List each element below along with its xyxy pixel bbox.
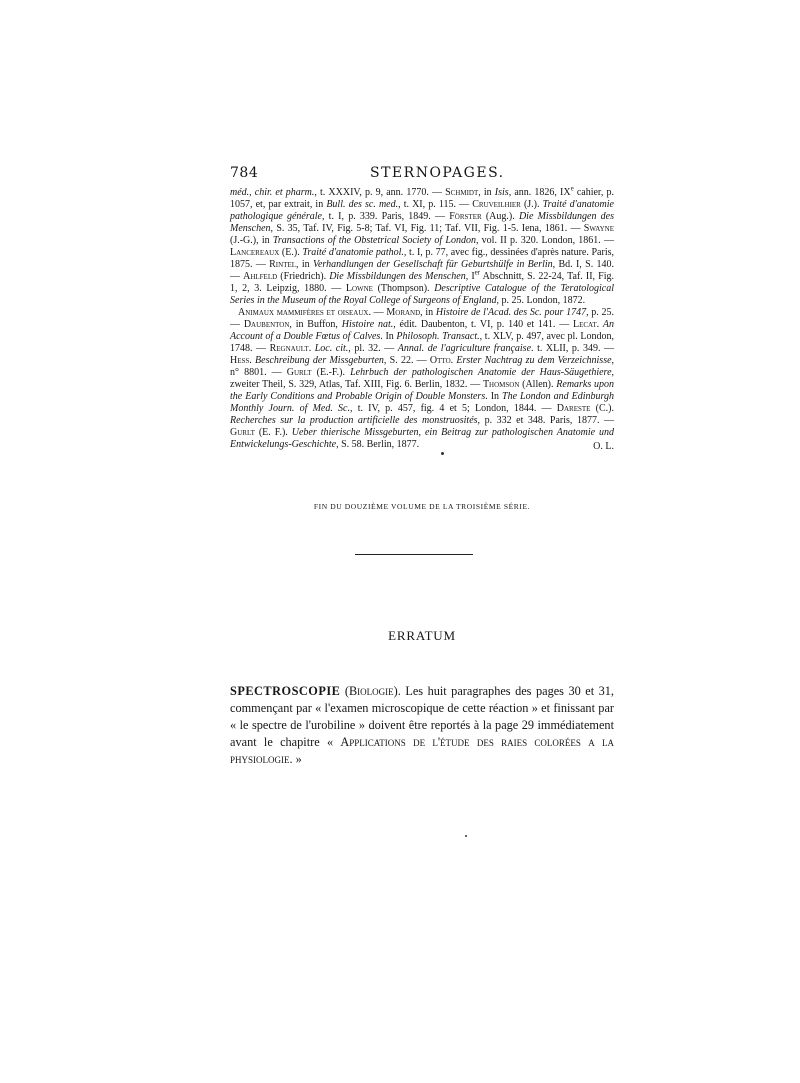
text-run: Erster Nachtrag zu dem Verzeichnisse — [456, 355, 612, 366]
text-run: e — [570, 184, 574, 193]
text-run: Recherches sur la production artificielle des monstruosités — [230, 415, 478, 426]
text-run: , t. I, p. 77, avec fig., dessinées d'après nature. Paris, 1875. — — [230, 247, 614, 270]
text-run: Annal. de l'agriculture française — [397, 343, 532, 354]
text-run: Beschreibung der Missgeburten — [255, 355, 384, 366]
text-run: . Les huit paragraphes des pages 30 et 31, commençant par « l'examen microscopique de cette réaction » et finissant par « le spectre de l'urobiline » doivent être reportés à la page 29 immédiatement avant le chapitre « — [230, 684, 614, 749]
text-run: Dareste — [556, 403, 591, 414]
text-run: , ann. 1826, IX — [508, 187, 571, 198]
text-run: (C.). — [590, 403, 614, 414]
text-run: Histoire de l'Acad. des Sc. pour 1747 — [435, 307, 587, 318]
text-run: (E.-F.). — [311, 367, 351, 378]
ink-speck — [465, 835, 467, 837]
text-run: , p. 332 et 348. Paris, 1877. — — [477, 415, 614, 426]
text-run: An Account of a Double Fœtus of Calves — [230, 319, 615, 342]
text-run: Animaux mammifères et oiseaux — [238, 307, 369, 318]
erratum-title: ERRATUM — [388, 628, 456, 643]
text-run: (Thompson). — [372, 283, 435, 294]
author-signature: O. L. — [593, 441, 614, 452]
text-run: , in Buffon, — [289, 319, 342, 330]
text-run: SPECTROSCOPIE — [230, 684, 341, 698]
text-run: Otto — [429, 355, 451, 366]
text-run: Isis — [494, 187, 509, 198]
text-run: Cruveilhier — [472, 199, 521, 210]
text-run: , I — [465, 271, 475, 282]
text-run: (E.). — [279, 247, 303, 258]
text-run: Lehrbuch der pathologischen Anatomie der Haus-Säugethiere — [350, 367, 612, 378]
bibliography-paragraph-animals — [230, 307, 614, 451]
text-run: Histoire nat. — [341, 319, 394, 330]
text-run: Lancereaux — [230, 247, 280, 258]
text-run: Descriptive Catalogue of the Teratological Series in the Museum of the Royal College of Surgeons of England — [230, 283, 615, 306]
text-run: , in — [420, 307, 436, 318]
text-run: , S. 22. — — [383, 355, 430, 366]
text-run: Transactions of the Obstetrical Society of London — [272, 235, 476, 246]
text-run: Remarks upon the Early Conditions and Probable Origin of Double Monsters — [230, 379, 614, 402]
text-run: , p. 25. — — [230, 307, 615, 330]
text-run: Verhandlungen der Gesellschaft für Geburtshülfe in Berlin — [312, 259, 553, 270]
volume-end-note: FIN DU DOUZIÈME VOLUME DE LA TROISIÈME SÉRIE. — [313, 502, 531, 511]
text-run: . — [249, 355, 256, 366]
text-run: . In — [485, 391, 503, 402]
text-run: Lecat — [573, 319, 597, 330]
text-run: Die Missbildungen des Menschen — [329, 271, 466, 282]
text-run: Ahlfeld — [243, 271, 278, 282]
text-run: , n° 8801. — — [230, 355, 615, 378]
text-run: méd., chir. et pharm. — [230, 187, 315, 198]
text-run: (Friedrich). — [277, 271, 330, 282]
text-run: Traité d'anatomie pathol. — [302, 247, 404, 258]
text-run: , t. XI, p. 115. — — [398, 199, 473, 210]
text-run: , édit. Daubenton, t. VI, p. 140 et 141. — — [393, 319, 573, 330]
text-run: Ueber thierische Missgeburten, ein Beitrag zur pathologischen Anatomie und Entwickelungs-Geschichte — [230, 427, 615, 450]
text-run: Loc. cit. — [314, 343, 349, 354]
text-run: Philosoph. Transact. — [396, 331, 480, 342]
text-run: Traité d'anatomie pathologique générale — [230, 199, 614, 222]
text-run: . — [596, 319, 603, 330]
text-run: , zweiter Theil, S. 329, Atlas, Taf. XIII, Fig. 6. Berlin, 1832. — — [230, 367, 615, 390]
page-header — [230, 165, 614, 183]
text-run: , vol. II p. 320. London, 1861. — — [475, 235, 614, 246]
text-run: , p. 25. London, 1872. — [496, 295, 586, 306]
text-run: Lowne — [345, 283, 373, 294]
text-run: . » — [289, 752, 302, 766]
text-run: (J.). — [520, 199, 543, 210]
text-run: Gurlt — [230, 427, 255, 438]
text-run: , t. XLV, p. 497, avec pl. London, 1748. — — [230, 331, 614, 354]
running-title: STERNOPAGES. — [370, 165, 505, 181]
text-run: Gurlt — [286, 367, 312, 378]
text-run: Daubenton — [243, 319, 290, 330]
erratum-paragraph — [230, 683, 614, 768]
text-run: (Aug.). — [481, 211, 519, 222]
text-run: er — [474, 268, 481, 277]
text-run: Hess — [230, 355, 250, 366]
text-run: , S. 58. Berlin, 1877. — [336, 439, 420, 450]
text-run: Rintel — [269, 259, 297, 270]
text-run: cahier, p. 1057, et, par extrait, in — [230, 187, 614, 210]
text-run: . — — [368, 307, 387, 318]
text-run: . — [450, 355, 457, 366]
text-run: , in — [478, 187, 495, 198]
text-run: , t. I, p. 339. Paris, 1849. — — [321, 211, 450, 222]
text-run: , Bd. I, S. 140. — — [230, 259, 615, 282]
bibliography-paragraph-humans — [230, 184, 615, 307]
bibliography-block — [230, 184, 615, 451]
text-run: , S. 35, Taf. IV, Fig. 5-8; Taf. VI, Fig. 11; Taf. VII, Fig. 1-5. Iena, 1861. — — [270, 223, 584, 234]
text-run: Bull. des sc. med. — [326, 199, 399, 210]
page-number: 784 — [230, 165, 259, 181]
text-run: (Allen). — [519, 379, 557, 390]
text-run: . t. XLII, p. 349. — — [531, 343, 615, 354]
text-run: (Biologie) — [340, 684, 398, 698]
text-run: Swayne — [583, 223, 614, 234]
text-run: Regnault — [269, 343, 309, 354]
text-run: Schmidt — [445, 187, 479, 198]
text-run: (J.-G.), in — [230, 235, 273, 246]
text-run: , t. IV, p. 457, fig. 4 et 5; London, 1844. — — [349, 403, 557, 414]
text-run: , t. XXXIV, p. 9, ann. 1770. — — [314, 187, 446, 198]
text-run: . In — [380, 331, 397, 342]
text-run: . — [308, 343, 315, 354]
text-run: , in — [296, 259, 313, 270]
text-run: Förster — [449, 211, 482, 222]
text-run: The London and Edinburgh Monthly Journ. of Med. Sc. — [230, 391, 614, 414]
text-run: , pl. 32. — — [348, 343, 398, 354]
text-run: Applications de l'étude des raies colorées a la physiologie — [230, 735, 614, 766]
text-run: Thomson — [482, 379, 520, 390]
text-run: Morand — [386, 307, 421, 318]
text-run: (E. F.). — [254, 427, 292, 438]
section-divider — [355, 554, 473, 555]
ink-speck — [441, 452, 444, 455]
text-run: Abschnitt, S. 22-24, Taf. II, Fig. 1, 2, 3. Leipzig, 1880. — — [230, 271, 614, 294]
text-run: Die Missbildungen des Menschen — [230, 211, 615, 234]
